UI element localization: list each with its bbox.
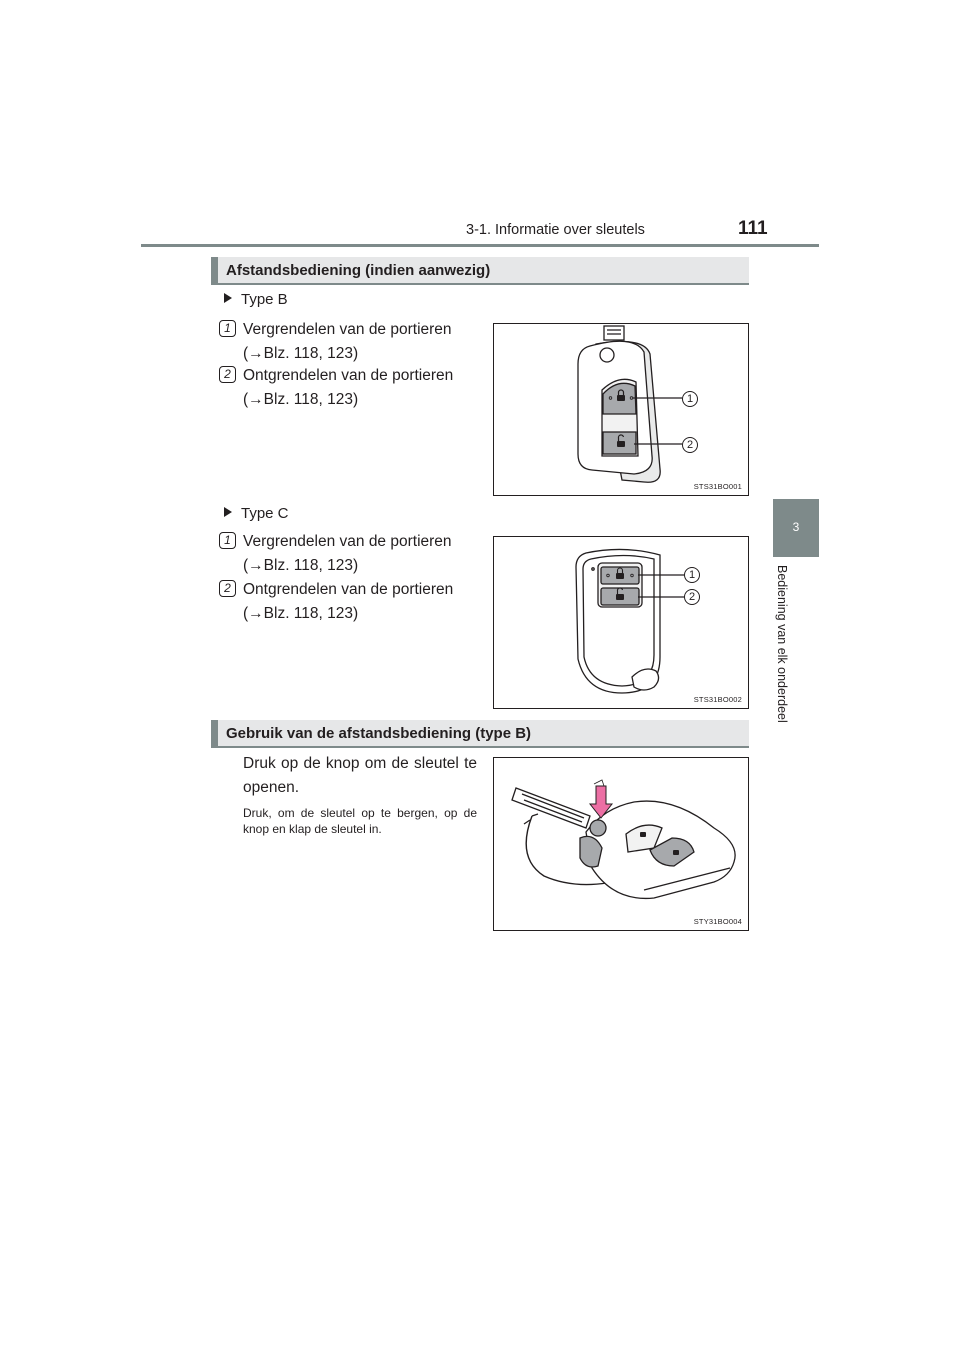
- header-section-title: 3-1. Informatie over sleutels: [466, 222, 645, 238]
- callout-1: 1: [684, 567, 700, 583]
- page-number: 111: [738, 218, 768, 239]
- chapter-tab: 3: [773, 499, 819, 557]
- section-heading-remote-use: Gebruik van de afstandsbediening (type B): [211, 720, 749, 748]
- key-opening-illustration: [494, 758, 748, 930]
- triangle-bullet-icon: [224, 507, 232, 517]
- storage-note: Druk, om de sleutel op te bergen, op de knop en klap de sleutel in.: [243, 806, 477, 836]
- item-text: Ontgrendelen van de portieren: [243, 581, 454, 598]
- item-text: Vergrendelen van de portieren: [243, 533, 452, 550]
- figure-code: STS31BO002: [693, 695, 742, 704]
- item-number-badge: 1: [219, 320, 236, 337]
- type-b-label: Type B: [241, 291, 288, 308]
- item-number-badge: 1: [219, 532, 236, 549]
- item-number-badge: 2: [219, 366, 236, 383]
- section-heading-remote: Afstandsbediening (indien aanwezig): [211, 257, 749, 285]
- item-page-ref: (→Blz. 118, 123): [243, 345, 359, 362]
- item-page-ref: (→Blz. 118, 123): [243, 605, 359, 622]
- figure-type-b-key: [493, 323, 749, 496]
- type-c-item-unlock: [243, 578, 477, 626]
- type-c-item-lock: [243, 530, 477, 578]
- figure-code: STS31BO001: [693, 482, 742, 491]
- figure-code: STY31BO004: [693, 917, 742, 926]
- type-c-label-row: [224, 505, 289, 522]
- flip-key-illustration: [494, 324, 748, 495]
- triangle-bullet-icon: [224, 293, 232, 303]
- type-b-item-unlock: [243, 364, 477, 412]
- item-text: Ontgrendelen van de portieren: [243, 367, 454, 384]
- callout-1: 1: [682, 391, 698, 407]
- figure-type-c-key: [493, 536, 749, 709]
- callout-2: 2: [682, 437, 698, 453]
- type-b-item-lock: [243, 318, 477, 366]
- item-page-ref: (→Blz. 118, 123): [243, 391, 359, 408]
- type-c-label: Type C: [241, 505, 289, 522]
- type-b-label-row: [224, 291, 288, 308]
- item-page-ref: (→Blz. 118, 123): [243, 557, 359, 574]
- chapter-tab-label: Bediening van elk onderdeel: [775, 565, 789, 723]
- figure-key-opening: [493, 757, 749, 931]
- instruction-text: Druk op de knop om de sleutel te openen.: [243, 755, 477, 796]
- item-text: Vergrendelen van de portieren: [243, 321, 452, 338]
- smart-key-illustration: [494, 537, 748, 708]
- callout-2: 2: [684, 589, 700, 605]
- header-rule: [141, 244, 819, 247]
- item-number-badge: 2: [219, 580, 236, 597]
